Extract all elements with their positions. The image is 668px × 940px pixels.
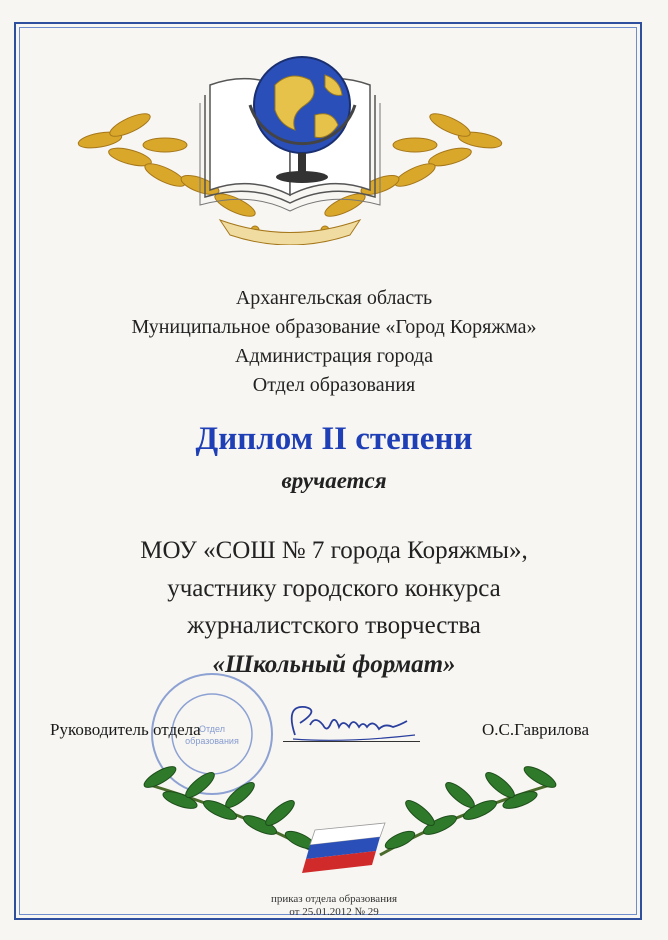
contest-name: «Школьный формат» [212,651,456,678]
municipality-text: Муниципальное образование «Город Коряжма» [131,316,537,338]
awarded-text: вручается [281,468,387,493]
signature-label: Руководитель отдела [50,720,201,739]
administration-text: Администрация города [235,345,433,367]
order-line-1: приказ отдела образования [270,893,398,905]
region-text: Архангельская область [235,287,433,309]
diploma-title: Диплом II степени [195,421,473,457]
department-text: Отдел образования [252,374,416,396]
laurel-branches-icon [140,745,560,895]
order-line-2: от 25.01.2012 № 29 [289,906,379,918]
svg-text:образования: образования [185,736,239,746]
signer-name: О.С.Гаврилова [482,720,590,739]
globe-book-emblem-icon [70,45,510,245]
recipient-line-2: участнику городского конкурса [167,575,501,602]
recipient-line-1: МОУ «СОШ № 7 города Коряжмы», [140,537,528,564]
svg-text:Отдел: Отдел [198,724,226,734]
recipient-line-3: журналистского творчества [187,612,481,639]
handwritten-signature-icon [275,695,425,750]
